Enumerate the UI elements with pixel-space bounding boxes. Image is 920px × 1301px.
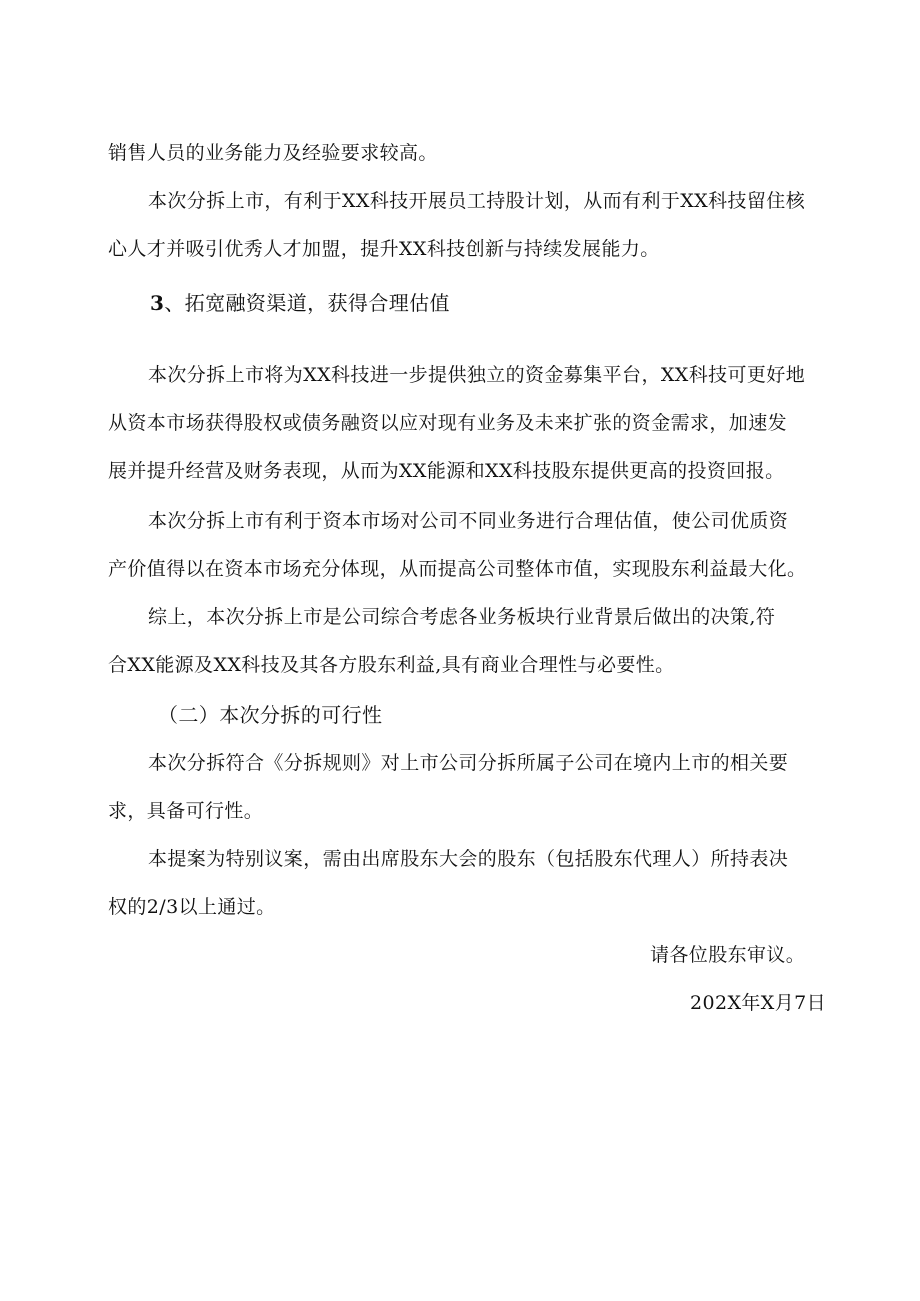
paragraph-line: 本提案为特别议案，需由出席股东大会的股东（包括股东代理人）所持表决	[148, 848, 789, 870]
section-heading-2: （二）本次分拆的可行性	[158, 703, 383, 727]
paragraph-line: 展并提升经营及财务表现，从而为XX能源和XX科技股东提供更高的投资回报。	[108, 460, 785, 482]
paragraph-line: 综上，本次分拆上市是公司综合考虑各业务板块行业背景后做出的决策,符	[148, 606, 776, 628]
paragraph-line: 销售人员的业务能力及经验要求较高。	[108, 142, 438, 164]
paragraph-line: 本次分拆符合《分拆规则》对上市公司分拆所属子公司在境内上市的相关要	[148, 752, 789, 774]
paragraph-line: 产价值得以在资本市场充分体现，从而提高公司整体市值，实现股东利益最大化。	[108, 558, 807, 580]
paragraph-line: 本次分拆上市有利于资本市场对公司不同业务进行合理估值，使公司优质资	[148, 510, 789, 532]
section-number: 3	[150, 291, 165, 315]
section-heading-3	[150, 290, 450, 316]
paragraph-line: 从资本市场获得股权或债务融资以应对现有业务及未来扩张的资金需求，加速发	[108, 412, 788, 434]
paragraph-line: 合XX能源及XX科技及其各方股东利益,具有商业合理性与必要性。	[108, 654, 675, 676]
paragraph-line: 本次分拆上市将为XX科技进一步提供独立的资金募集平台，XX科技可更好地	[148, 364, 806, 386]
paragraph-line: 心人才并吸引优秀人才加盟，提升XX科技创新与持续发展能力。	[108, 238, 660, 260]
paragraph-line: 求，具备可行性。	[108, 800, 264, 822]
paragraph-line: 权的2/3以上通过。	[108, 896, 276, 918]
paragraph-line: 本次分拆上市，有利于XX科技开展员工持股计划，从而有利于XX科技留住核	[148, 190, 806, 212]
document-date: 202X年X月7日	[690, 992, 827, 1014]
closing-remark: 请各位股东审议。	[650, 944, 806, 966]
section-heading-text: 、拓宽融资渠道，获得合理估值	[164, 291, 450, 315]
